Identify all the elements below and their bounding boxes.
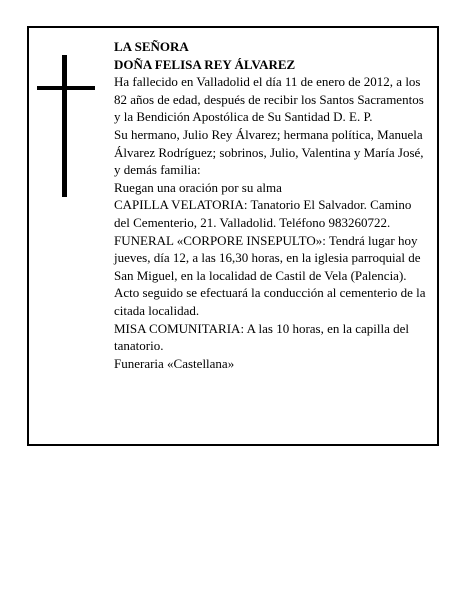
cross-horizontal-bar: [37, 86, 95, 90]
family-paragraph: Su hermano, Julio Rey Álvarez; hermana política, Manuela Álvarez Rodríguez; sobrinos, Julio, Valentina y María José, y demás familia:: [114, 126, 424, 178]
obituary-text-block: [114, 38, 426, 372]
funeral-paragraph: FUNERAL «CORPORE INSEPULTO»: Tendrá lugar hoy jueves, día 12, a las 16,30 horas, en la iglesia parroquial de San Miguel, en la localidad de Castil de Vela (Palencia). Acto seguido se efectuará la conducción al cementerio de la citada localidad.: [114, 232, 426, 318]
death-notice-paragraph: Ha fallecido en Valladolid el día 11 de enero de 2012, a los 82 años de edad, después de recibir los Santos Sacramentos y la Bendición Apostólica de Su Santidad D. E. P.: [114, 74, 424, 125]
funeral-home-line: Funeraria «Castellana»: [114, 355, 235, 371]
mass-paragraph: MISA COMUNITARIA: A las 10 horas, en la capilla del tanatorio.: [114, 320, 410, 354]
chapel-paragraph: CAPILLA VELATORIA: Tanatorio El Salvador. Camino del Cementerio, 21. Valladolid. Teléfono 983260722.: [114, 197, 412, 230]
cross-icon: [37, 55, 95, 197]
title-line-1: LA SEÑORA: [114, 39, 189, 54]
prayer-request-line: Ruegan una oración por su alma: [114, 179, 282, 195]
deceased-name: DOÑA FELISA REY ÁLVAREZ: [114, 56, 296, 72]
cross-vertical-bar: [62, 55, 67, 197]
